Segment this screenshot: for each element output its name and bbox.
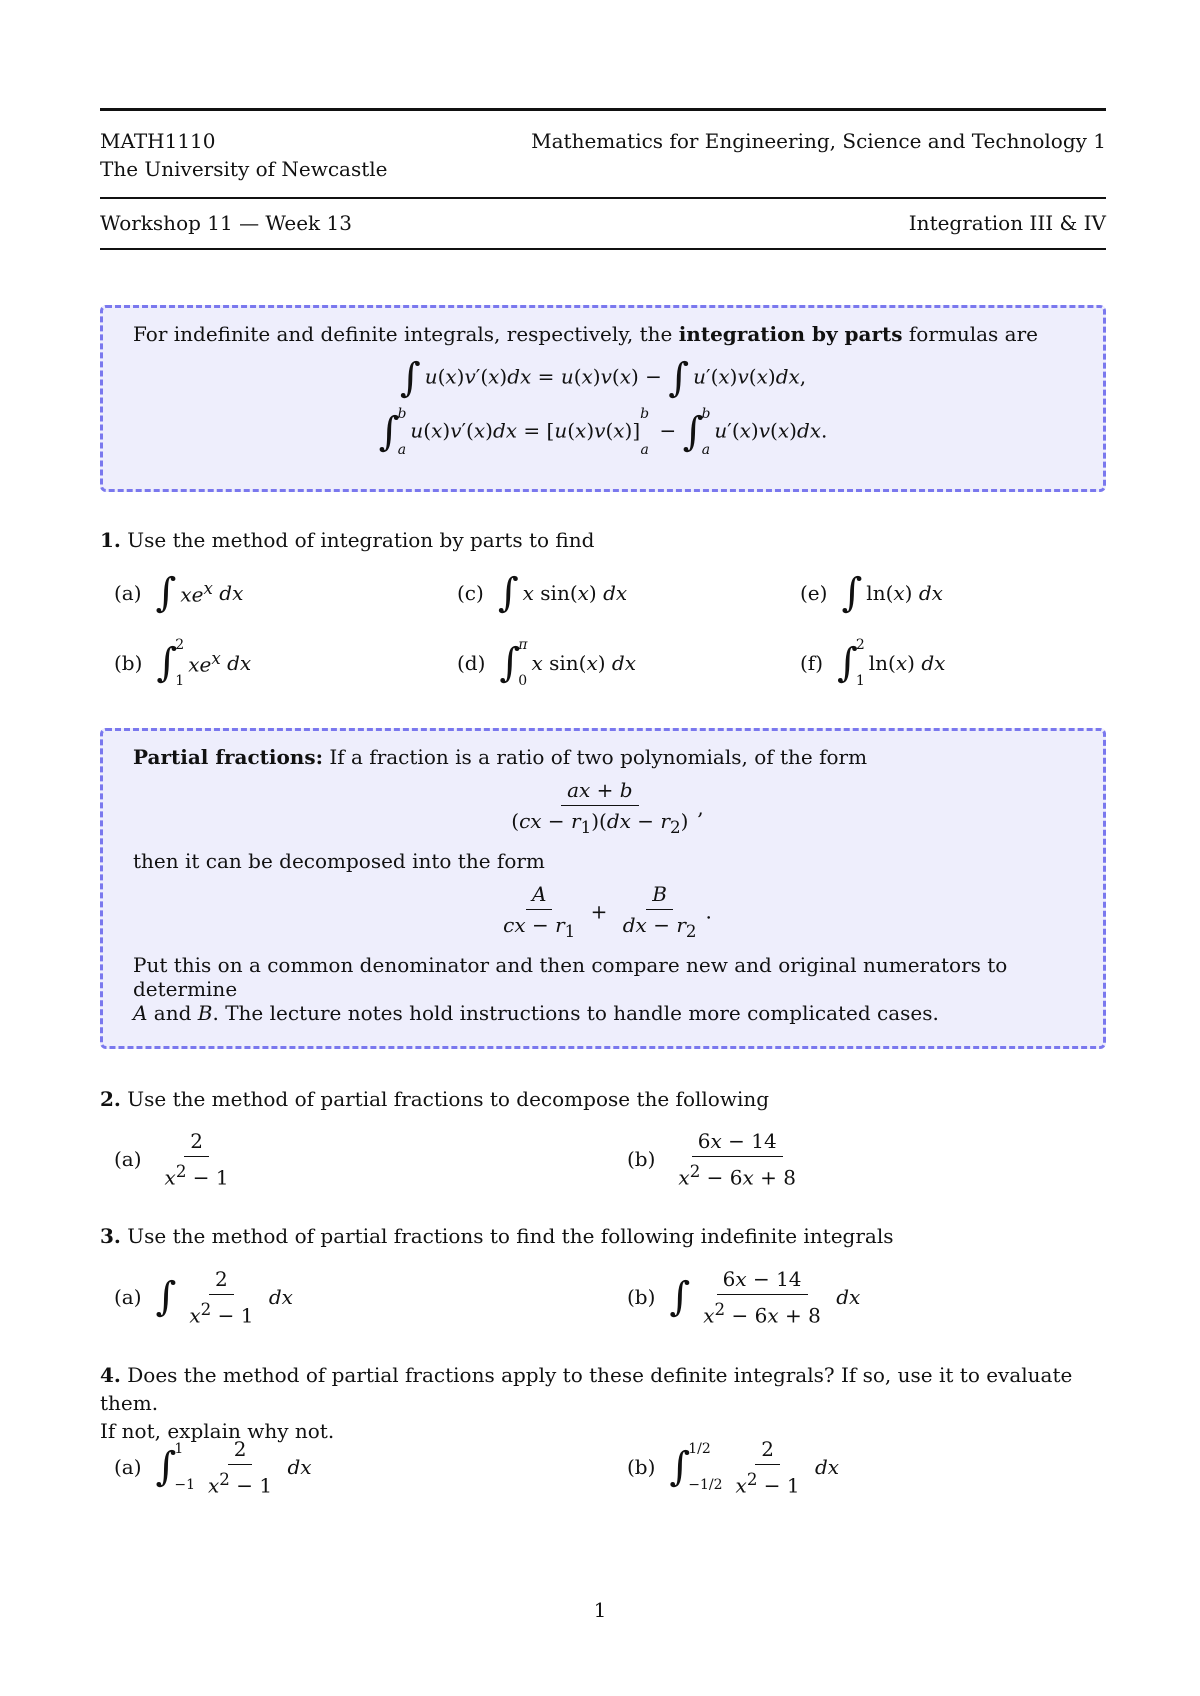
- course-code: MATH1110: [100, 129, 216, 153]
- q2-part-b: (b) $\frac{6x - 14}{x^2 - 6x + 8}$: [627, 1129, 796, 1190]
- q1-part-c: (c) ∫ x sin( x ) dx: [457, 570, 628, 616]
- university-name: The University of Newcastle: [100, 157, 388, 181]
- box2-middle-text: then it can be decomposed into the form: [133, 849, 545, 873]
- ibp-indefinite-formula: ∫ u(x)v′(x)dx = u(x)v(x) − ∫ u′(x)v(x)dx,: [399, 355, 807, 401]
- pf-general-fraction: $\frac{ax + b}{(cx - r_1)(dx - r_2)}$ ,: [511, 778, 704, 837]
- question-1-prompt: 1. Use the method of integration by parts to find: [100, 528, 595, 552]
- box1-intro: For indefinite and definite integrals, respectively, the integration by parts formulas are: [133, 322, 1038, 346]
- ibp-definite-formula: ∫ b a u(x)v′(x)dx = [u(x)v(x)] b a − ∫ b a u′(x)v(x)dx.: [378, 406, 828, 458]
- q1-part-b: (b) ∫ 2 1 $xe^x$ dx: [114, 637, 252, 689]
- q1-part-d: (d) ∫ π 0 x sin( x ) dx: [457, 637, 636, 689]
- question-3-prompt: 3. Use the method of partial fractions to find the following indefinite integrals: [100, 1224, 894, 1248]
- integration-by-parts-box: [100, 305, 1106, 492]
- page-header: [100, 108, 1106, 250]
- question-2-prompt: 2. Use the method of partial fractions to decompose the following: [100, 1087, 770, 1111]
- header-bottom-rule: [100, 248, 1106, 250]
- q3-part-b: (b) ∫ $\frac{6x - 14}{x^2 - 6x + 8}$ dx: [627, 1267, 861, 1328]
- q1-part-a: (a) ∫ $xe^x$ dx: [114, 570, 244, 616]
- workshop-label: Workshop 11 — Week 13: [100, 211, 352, 235]
- topic-label: Integration III & IV: [908, 211, 1106, 235]
- partial-fractions-box: [100, 728, 1106, 1049]
- q4-part-a: (a) ∫ 1 −1 $\frac{2}{x^2 - 1}$ dx: [114, 1437, 312, 1498]
- box2-intro: Partial fractions: If a fraction is a ratio of two polynomials, of the form: [133, 745, 868, 769]
- box2-closing-text: Put this on a common denominator and then compare new and original numerators to determine A and B. The lecture notes hold instructions to handle more complicated cases.: [133, 953, 1008, 1025]
- pf-decomposed-form: $\frac{A}{cx - r_1}$ + $\frac{B}{dx - r_2}$ .: [503, 882, 712, 941]
- q2-part-a: (a) $\frac{2}{x^2 - 1}$: [114, 1129, 229, 1190]
- q3-part-a: (a) ∫ $\frac{2}{x^2 - 1}$ dx: [114, 1267, 293, 1328]
- q1-part-e: (e) ∫ ln( x ) dx: [800, 570, 943, 616]
- q1-part-f: (f) ∫ 2 1 ln( x ) dx: [800, 637, 946, 689]
- question-4-prompt: 4. Does the method of partial fractions apply to these definite integrals? If so, use it to evaluate them. If not, explain why not.: [100, 1363, 1073, 1443]
- course-title: Mathematics for Engineering, Science and Technology 1: [531, 129, 1106, 153]
- q4-part-b: (b) ∫ 1/2 −1/2 $\frac{2}{x^2 - 1}$ dx: [627, 1437, 840, 1498]
- page-number: 1: [593, 1598, 607, 1622]
